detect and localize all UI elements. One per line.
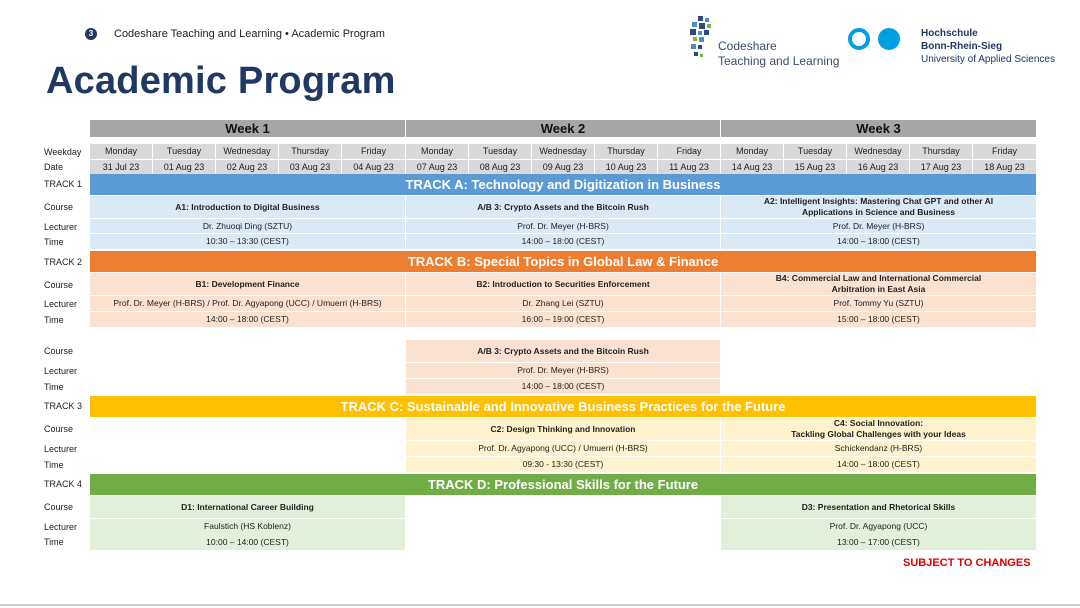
course-cell: C2: Design Thinking and Innovation — [406, 418, 720, 440]
weekday-cell: Friday — [973, 144, 1036, 159]
time-cell: 14:00 – 18:00 (CEST) — [406, 234, 720, 249]
hbrs-dot-icon — [878, 28, 900, 50]
date-cell: 09 Aug 23 — [532, 160, 594, 174]
row-label-time: Time — [44, 237, 64, 247]
date-cell: 11 Aug 23 — [658, 160, 720, 174]
weekday-cell: Friday — [342, 144, 405, 159]
row-label-time: Time — [44, 315, 64, 325]
page-title: Academic Program — [46, 60, 396, 102]
weekday-cell: Monday — [721, 144, 783, 159]
date-cell: 18 Aug 23 — [973, 160, 1036, 174]
track-label-2: TRACK 2 — [44, 257, 83, 267]
weekday-cell: Tuesday — [153, 144, 215, 159]
time-cell: 15:00 – 18:00 (CEST) — [721, 312, 1036, 327]
weekday-cell: Tuesday — [469, 144, 531, 159]
time-cell: 16:00 – 19:00 (CEST) — [406, 312, 720, 327]
row-label-course: Course — [44, 202, 74, 212]
row-label-time: Time — [44, 460, 64, 470]
weekday-cell: Monday — [90, 144, 152, 159]
lecturer-cell: Prof. Dr. Agyapong (UCC) — [721, 519, 1036, 534]
course-cell: D1: International Career Building — [90, 496, 405, 518]
hbrs-ring-icon — [848, 28, 870, 50]
date-cell: 03 Aug 23 — [279, 160, 341, 174]
course-cell: A/B 3: Crypto Assets and the Bitcoin Rush — [406, 196, 720, 218]
date-cell: 07 Aug 23 — [406, 160, 468, 174]
track-label-3: TRACK 3 — [44, 401, 83, 411]
weekday-cell: Wednesday — [532, 144, 594, 159]
course-cell: B2: Introduction to Securities Enforcement — [406, 273, 720, 295]
weekday-cell: Thursday — [595, 144, 657, 159]
course-cell: C4: Social Innovation: Tackling Global Challenges with your Ideas — [721, 418, 1036, 440]
date-cell: 02 Aug 23 — [216, 160, 278, 174]
lecturer-cell: Prof. Dr. Agyapong (UCC) / Umuerri (H-BRS) — [406, 441, 720, 456]
date-cell: 01 Aug 23 — [153, 160, 215, 174]
footer-divider — [0, 604, 1080, 606]
lecturer-cell: Prof. Tommy Yu (SZTU) — [721, 296, 1036, 311]
lecturer-cell: Prof. Dr. Meyer (H-BRS) — [721, 219, 1036, 233]
time-cell: 14:00 – 18:00 (CEST) — [721, 457, 1036, 472]
row-label-lecturer: Lecturer — [44, 444, 78, 454]
row-label-course: Course — [44, 424, 74, 434]
row-label-course: Course — [44, 280, 74, 290]
subject-to-changes-notice: SUBJECT TO CHANGES — [903, 557, 1031, 569]
row-label-time: Time — [44, 537, 64, 547]
course-cell: D3: Presentation and Rhetorical Skills — [721, 496, 1036, 518]
date-cell: 17 Aug 23 — [910, 160, 972, 174]
time-cell: 10:00 – 14:00 (CEST) — [90, 534, 405, 550]
date-cell: 10 Aug 23 — [595, 160, 657, 174]
date-cell: 31 Jul 23 — [90, 160, 152, 174]
time-cell: 14:00 – 18:00 (CEST) — [721, 234, 1036, 249]
time-cell: 14:00 – 18:00 (CEST) — [406, 379, 720, 394]
time-cell: 14:00 – 18:00 (CEST) — [90, 312, 405, 327]
codeshare-logo-icon — [688, 14, 718, 64]
week-header-2: Week 2 — [406, 120, 720, 137]
week-header-1: Week 1 — [90, 120, 405, 137]
track-label-4: TRACK 4 — [44, 479, 83, 489]
lecturer-cell: Prof. Dr. Meyer (H-BRS) / Prof. Dr. Agyapong (UCC) / Umuerri (H-BRS) — [90, 296, 405, 311]
track-label-1: TRACK 1 — [44, 179, 83, 189]
row-label-lecturer: Lecturer — [44, 366, 78, 376]
weekday-cell: Wednesday — [216, 144, 278, 159]
date-cell: 08 Aug 23 — [469, 160, 531, 174]
time-cell: 13:00 – 17:00 (CEST) — [721, 534, 1036, 550]
row-label-course: Course — [44, 346, 74, 356]
course-cell: B4: Commercial Law and International Commercial Arbitration in East Asia — [721, 273, 1036, 295]
course-cell: A2: Intelligent Insights: Mastering Chat GPT and other AI Applications in Science and Business — [721, 196, 1036, 218]
track-b-banner: TRACK B: Special Topics in Global Law & Finance — [90, 251, 1036, 272]
course-cell: A/B 3: Crypto Assets and the Bitcoin Rush — [406, 340, 720, 362]
track-c-banner: TRACK C: Sustainable and Innovative Business Practices for the Future — [90, 396, 1036, 417]
hbrs-logo-text: Hochschule Bonn-Rhein-Sieg University of Applied Sciences — [921, 28, 1055, 65]
weekday-cell: Friday — [658, 144, 720, 159]
time-cell: 09:30 - 13:30 (CEST) — [406, 457, 720, 472]
track-a-banner: TRACK A: Technology and Digitization in Business — [90, 174, 1036, 195]
weekday-cell: Thursday — [910, 144, 972, 159]
row-label-date: Date — [44, 162, 64, 172]
lecturer-cell: Prof. Dr. Meyer (H-BRS) — [406, 363, 720, 378]
row-label-course: Course — [44, 502, 74, 512]
week-header-3: Week 3 — [721, 120, 1036, 137]
codeshare-logo-text: Codeshare Teaching and Learning — [718, 39, 840, 68]
track-d-banner: TRACK D: Professional Skills for the Future — [90, 474, 1036, 495]
course-cell: A1: Introduction to Digital Business — [90, 196, 405, 218]
date-cell: 14 Aug 23 — [721, 160, 783, 174]
lecturer-cell: Schickendanz (H-BRS) — [721, 441, 1036, 456]
time-cell: 10:30 – 13:30 (CEST) — [90, 234, 405, 249]
row-label-lecturer: Lecturer — [44, 522, 78, 532]
slide-number-badge: 3 — [85, 28, 97, 40]
date-cell: 04 Aug 23 — [342, 160, 405, 174]
weekday-cell: Tuesday — [784, 144, 846, 159]
lecturer-cell: Prof. Dr. Meyer (H-BRS) — [406, 219, 720, 233]
weekday-cell: Monday — [406, 144, 468, 159]
lecturer-cell: Faulstich (HS Koblenz) — [90, 519, 405, 534]
weekday-cell: Thursday — [279, 144, 341, 159]
weekday-cell: Wednesday — [847, 144, 909, 159]
course-cell: B1: Development Finance — [90, 273, 405, 295]
date-cell: 15 Aug 23 — [784, 160, 846, 174]
row-label-time: Time — [44, 382, 64, 392]
row-label-lecturer: Lecturer — [44, 299, 78, 309]
breadcrumb: Codeshare Teaching and Learning • Academic Program — [114, 28, 385, 40]
date-cell: 16 Aug 23 — [847, 160, 909, 174]
lecturer-cell: Dr. Zhang Lei (SZTU) — [406, 296, 720, 311]
lecturer-cell: Dr. Zhuoqi Ding (SZTU) — [90, 219, 405, 233]
row-label-lecturer: Lecturer — [44, 222, 78, 232]
row-label-weekday: Weekday — [44, 147, 82, 157]
